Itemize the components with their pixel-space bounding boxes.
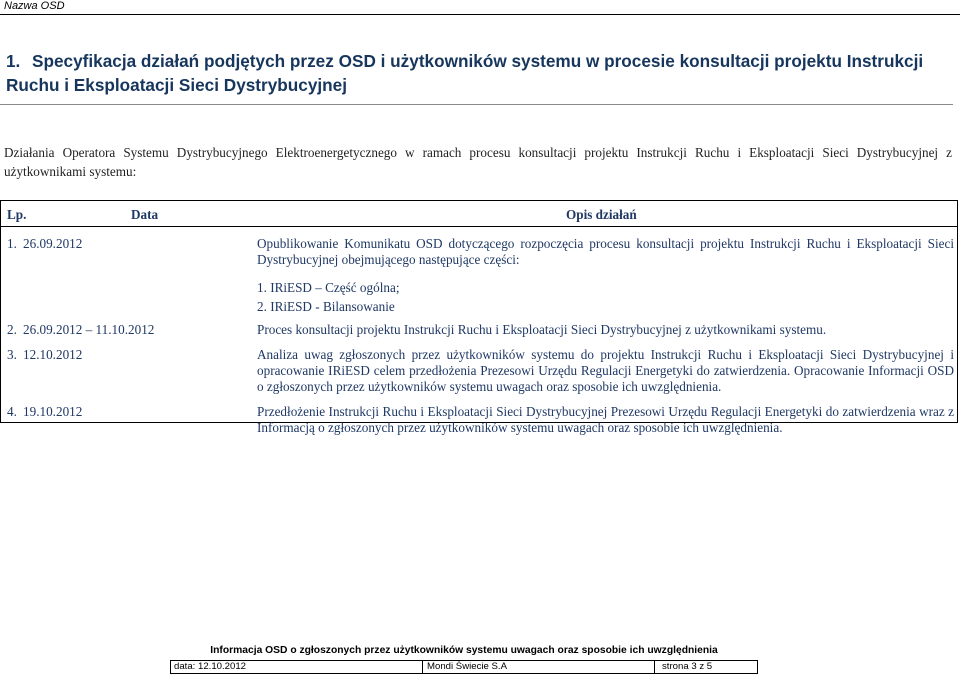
header-date: Data — [131, 207, 159, 222]
row-1-date: 26.09.2012 — [23, 236, 83, 251]
row-4-lp: 4. — [7, 404, 17, 419]
row-2-lp: 2. — [7, 322, 17, 337]
footer-box — [170, 660, 758, 674]
section-title-text: Specyfikacja działań podjętych przez OSD i użytkowników systemu w procesie konsultacji projektu Instrukcji Ruchu i Eksploatacji Sieci Dystrybucyjnej — [6, 51, 924, 95]
row-4-date: 19.10.2012 — [23, 404, 83, 419]
footer-divider-1 — [422, 660, 423, 673]
title-rule — [0, 104, 953, 105]
header-rule — [1, 226, 957, 227]
row-2-description: Proces konsultacji projektu Instrukcji Ruchu i Eksploatacji Sieci Dystrybucyjnej z użytkownikami systemu. — [257, 322, 827, 337]
row-1-item-2: 2. IRiESD - Bilansowanie — [257, 299, 395, 314]
row-2-date: 26.09.2012 – 11.10.2012 — [23, 322, 155, 337]
header-lp: Lp. — [7, 207, 27, 222]
section-number: 1. — [6, 51, 21, 71]
row-1-item-1: 1. IRiESD – Część ogólna; — [257, 280, 400, 295]
row-3-description: Analiza uwag zgłoszonych przez użytkowników systemu do projektu Instrukcji Ruchu i Eksploatacji Sieci Dystrybucyjnej i opracowanie IRiESD celem przedłożenia Prezesowi Urzędu Regulacji Energetyki do zatwierdzenia. Opracowanie Informacji OSD o zgłoszonych przez użytkowników systemu uwagach oraz sposobie ich uwzględnienia. — [257, 347, 954, 394]
row-3-date: 12.10.2012 — [23, 347, 83, 362]
section-title — [6, 49, 951, 97]
footer-company: Mondi Świecie S.A — [427, 661, 507, 672]
header-description: Opis działań — [566, 207, 637, 222]
header-label: Nazwa OSD — [4, 0, 65, 12]
row-1-lp: 1. — [7, 236, 17, 251]
footer-divider-2 — [654, 660, 655, 673]
footer-page-number: strona 3 z 5 — [662, 661, 713, 672]
footer-date: data: 12.10.2012 — [174, 661, 247, 672]
actions-table — [0, 200, 958, 435]
footer-title: Informacja OSD o zgłoszonych przez użytkowników systemu uwagach oraz sposobie ich uwzględnienia — [210, 645, 718, 656]
row-1-description: Opublikowanie Komunikatu OSD dotyczącego rozpoczęcia procesu konsultacji projektu Instrukcji Ruchu i Eksploatacji Sieci Dystrybucyjnej obejmującego następujące części: — [257, 236, 954, 267]
header-rule — [0, 14, 960, 15]
intro-paragraph: Działania Operatora Systemu Dystrybucyjnego Elektroenergetycznego w ramach procesu konsultacji projektu Instrukcji Ruchu i Eksploatacji Sieci Dystrybucyjnej z użytkownikami systemu: — [4, 145, 952, 179]
row-4-description: Przedłożenie Instrukcji Ruchu i Eksploatacji Sieci Dystrybucyjnej Prezesowi Urzędu Regulacji Energetyki do zatwierdzenia wraz z Informacją o zgłoszonych przez użytkowników systemu uwagach oraz sposobie ich uwzględnienia. — [257, 404, 954, 435]
row-3-lp: 3. — [7, 347, 17, 362]
